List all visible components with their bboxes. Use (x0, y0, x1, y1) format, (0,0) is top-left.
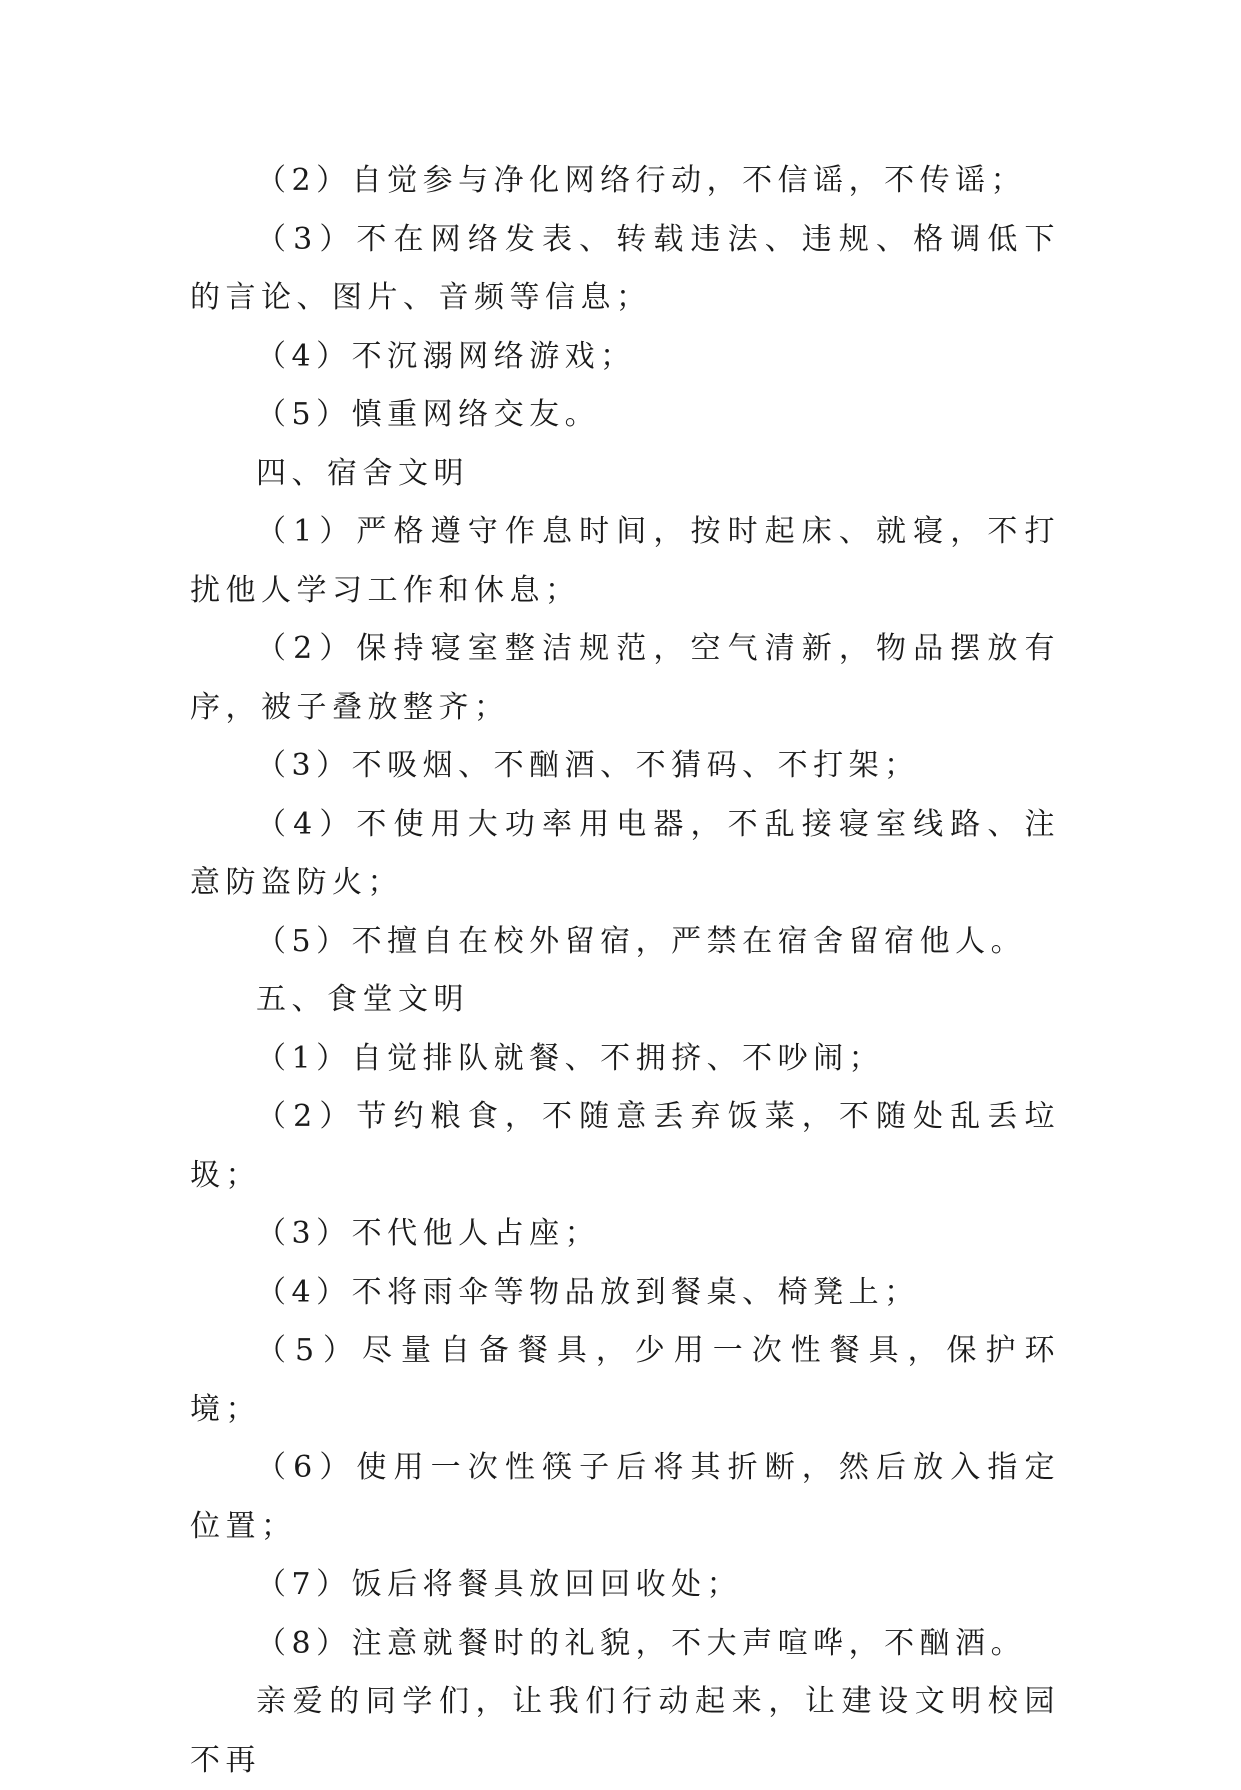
paragraph-canteen-6: （6）使用一次性筷子后将其折断，然后放入指定位置； (190, 1450, 1060, 1544)
section-heading-dormitory: 四、宿舍文明 (256, 455, 469, 491)
paragraph-closing: 亲爱的同学们，让我们行动起来，让建设文明校园不再 (190, 1684, 1060, 1778)
paragraph-dormitory-3: （3）不吸烟、不酗酒、不猜码、不打架； (256, 748, 920, 783)
paragraph-canteen-3: （3）不代他人占座； (256, 1216, 601, 1251)
paragraph-dormitory-5: （5）不擅自在校外留宿，严禁在宿舍留宿他人。 (256, 923, 1027, 959)
paragraph-canteen-5: （5）尽量自备餐具，少用一次性餐具，保护环境； (190, 1333, 1060, 1427)
document-body (190, 152, 1060, 1790)
paragraph-network-4: （4）不沉溺网络游戏； (256, 338, 636, 374)
paragraph-canteen-4: （4）不将雨伞等物品放到餐桌、椅凳上； (256, 1274, 920, 1310)
paragraph-dormitory-4: （4）不使用大功率用电器，不乱接寝室线路、注意防盗防火； (190, 806, 1060, 900)
paragraph-canteen-8: （8）注意就餐时的礼貌，不大声喧哗，不酗酒。 (256, 1625, 1027, 1661)
paragraph-network-2: （2）自觉参与净化网络行动，不信谣，不传谣； (256, 163, 1027, 198)
paragraph-network-3: （3）不在网络发表、转载违法、违规、格调低下的言论、图片、音频等信息； (190, 221, 1060, 315)
paragraph-canteen-1: （1）自觉排队就餐、不拥挤、不吵闹； (256, 1040, 885, 1076)
paragraph-dormitory-1: （1）严格遵守作息时间，按时起床、就寝，不打扰他人学习工作和休息； (190, 514, 1060, 608)
paragraph-canteen-2: （2）节约粮食，不随意丢弃饭菜，不随处乱丢垃圾； (190, 1099, 1060, 1193)
paragraph-network-5: （5）慎重网络交友。 (256, 397, 601, 432)
paragraph-canteen-7: （7）饭后将餐具放回回收处； (256, 1567, 743, 1602)
section-heading-canteen: 五、食堂文明 (256, 982, 469, 1017)
paragraph-dormitory-2: （2）保持寝室整洁规范，空气清新，物品摆放有序，被子叠放整齐； (190, 631, 1060, 725)
